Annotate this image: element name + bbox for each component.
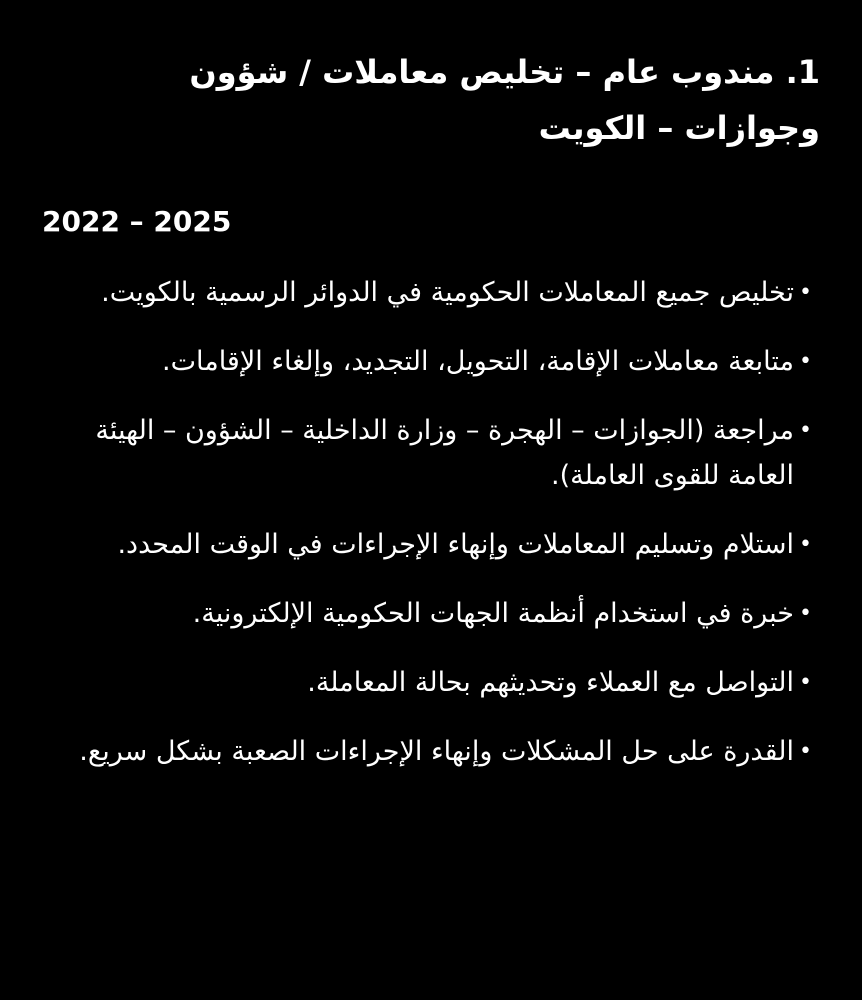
duty-item [52,408,812,498]
bullet-icon: • [799,532,812,557]
bullet-icon: • [799,739,812,764]
job-title: 1. مندوب عام – تخليص معاملات / شؤون وجوازات – الكويت [189,53,820,147]
duties-list [52,270,812,798]
duty-text: مراجعة (الجوازات – الهجرة – وزارة الداخلية – الشؤون – الهيئة العامة للقوى العاملة). [95,415,794,491]
duty-item [52,591,812,636]
duty-text: التواصل مع العملاء وتحديثهم بحالة المعاملة. [307,667,794,698]
duty-item [52,522,812,567]
bullet-icon: • [799,418,812,443]
duty-text: القدرة على حل المشكلات وإنهاء الإجراءات الصعبة بشكل سريع. [79,736,794,767]
bullet-icon: • [799,670,812,695]
bullet-icon: • [799,601,812,626]
duty-text: متابعة معاملات الإقامة، التحويل، التجديد، وإلغاء الإقامات. [162,346,794,377]
duty-text: تخليص جميع المعاملات الحكومية في الدوائر الرسمية بالكويت. [101,277,794,308]
bullet-icon: • [799,280,812,305]
job-period: 2022 – 2025 [42,205,232,238]
duty-item [52,270,812,315]
duty-item [52,729,812,774]
duty-item [52,339,812,384]
duty-text: خبرة في استخدام أنظمة الجهات الحكومية الإلكترونية. [192,598,794,629]
bullet-icon: • [799,349,812,374]
duty-text: استلام وتسليم المعاملات وإنهاء الإجراءات في الوقت المحدد. [117,529,794,560]
duty-item [52,660,812,705]
